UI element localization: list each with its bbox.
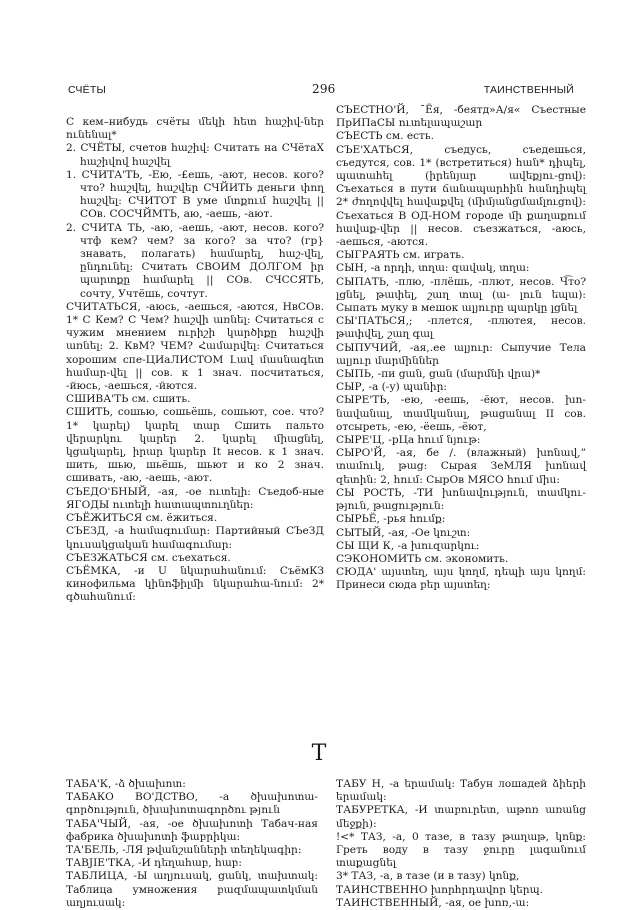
dictionary-entry: СЫ'ПАТЬСЯ,; -плется, -плютея, несов. թափվել, շաղ գալ xyxy=(336,315,586,341)
dictionary-entry: СЪЁМКА, -и U նկարահանում: СъёмКЗ кинофильма կինոֆիլմի նկարահա-նում: 2* գծահանում: xyxy=(66,564,324,604)
dictionary-entry: СЪЁЖИТЬСЯ см. ёжиться. xyxy=(66,512,218,525)
dictionary-entry: СЮДА' այստեղ, այս կողմ, դեպի այս կողմ: Принеси сюда բեր այստեղ: xyxy=(336,566,586,592)
dictionary-entry: СЪЕЗЖАТЬСЯ см. съехаться. xyxy=(66,551,231,564)
dictionary-entry: ТАБУ Н, -а երամակ: Табун лошадей ձիերի երամակ: xyxy=(336,778,586,804)
page-number: 296 xyxy=(312,82,336,96)
dictionary-entry: СЧИТАТЬСЯ, -аюсь, -аешься, -аются, НвСОв. 1* С Кем? С Чем? հաշվի առնել: Считаться с чужим мнением ուրիշի կարծիքը հաշվի առնել: 2. КвМ? ЧЕМ? Համարվել: Считаться хорошим спе-ЦИаЛИСТОМ Լավ մասնագետ համար-վել || сов. к 1 знач. посчитаться, -йюсь, -аешься, -йются. xyxy=(66,300,324,393)
column-left-upper xyxy=(66,116,324,605)
dictionary-entry: ТАИНСТВЕННЫЙ, -ая, ое խոռ,-ա: xyxy=(336,896,530,909)
dictionary-entry: СЫПАТЬ, -плю, -плёшь, -плют, несов. Ч͡то?լցնել, թափել, շաղ տալ (ա‑ լուն եպա): Сыпать муку в мешок ալյուրը պարկը լցնել xyxy=(336,275,586,315)
dictionary-entry: СЪЕСТНО'Й, ¯Ёя, -беятд»А/я« Съестные ПрИПаСЫ ուտելապաշար xyxy=(336,104,586,130)
dictionary-entry: СЫПЬ, -пи ցան, ցան (մարմնի վրա)* xyxy=(336,368,541,381)
dictionary-entry: !<* ТАЗ, -а, 0 тазе, в тазу թաղաթ, կոնք: Греть воду в тазу ջուրը լագանում տաքացնել xyxy=(336,830,586,870)
dictionary-entry: СЪЕ'ХАТЬСЯ, съедусь, съедешься, съедутся, сов. 1* (встретиться) հան* դիպել, պատահել (իրենյար ավեքյու-ցով): Съехаться в пути ճանապարհին հանդիպել 2* ժողովվել հավաքվել (միմյանցմամլուցով): Съехаться В ОД-НОМ городе մի քաղաքում հավաք-վեր || несов. съезжаться, -аюсь, -аешься, -аются. xyxy=(336,143,586,249)
dictionary-entry: СЫТЫЙ, -ая, -Ое կուշտ: xyxy=(336,526,471,539)
dictionary-entry: СЫРО'Й, -ая, бе /. (влажный) խոնավ,” տամուկ, թաց: Сырая ЗеМЛЯ խոնավ զետին: 2, հում: СырОв МЯСО հում միս: xyxy=(336,447,586,486)
dictionary-entry: СЪЕСТЬ см. есть. xyxy=(336,130,435,143)
dictionary-entry: ТАБЛИЦА, -Ы աղյուսակ, ցանկ, տախտակ: Таблица умножения բազմապատկման աղյուսակ: xyxy=(66,870,318,909)
dictionary-entry: СЭКОНОМИТЬ см. экономить. xyxy=(336,552,509,565)
dictionary-entry: СЫПУЧИЙ, -ая,.ее ալյուր: Сыпучие Тела ալյուր մարմիններ xyxy=(336,341,586,367)
dictionary-entry: СЫРЬЁ, -рья հումք: xyxy=(336,513,446,526)
column-right-upper xyxy=(336,104,586,593)
dictionary-entry: ТАБУРЕТКА, -И տաբուրետ, աթոռ առանց մեջքի): xyxy=(336,804,586,830)
dictionary-entry: ТАИНСТВЕННО խորհրդավոր կերպ. xyxy=(336,883,543,896)
column-right-lower xyxy=(336,778,586,910)
dictionary-entry: СЫРЕ'ТЬ, -ею, -еешь, -ёют, несов. խո-նավանալ, տամկանալ, թացանալ II сов. отсыреть, -ею, -ёешь, -ёют, xyxy=(336,394,586,433)
running-head-right: ТАИНСТВЕННЫЙ xyxy=(483,84,574,96)
dictionary-entry: СЫ РОСТЬ, -ТИ խոնավություն, տամկու-թյուն, թացություն: xyxy=(336,486,586,513)
dictionary-entry: СЪЕДО'БНЫЙ, -ая, -ое ուտելի: Съедоб-ные ЯГОДЫ ուտելի հատապտուղներ: xyxy=(66,485,324,511)
dictionary-entry: СЫГРАЯТЬ см. играть. xyxy=(336,249,465,262)
dictionary-entry: СЪЕЗД, -а համագումար: Партийный СЪеЗД կուսակցական համագումար: xyxy=(66,525,324,551)
section-letter: Т xyxy=(311,741,327,766)
dictionary-entry: 2. СЧИТА ТЬ, -аю, -аешь, -ают, несов. кого? чтф кем? чем? за кого? за что? (гр} знавать, полагать) համարել, հաշ-վել, ընդունել: Считать СВОИМ ДОЛГОМ իր պարտքը համարել || СОв. СЧССЯТЬ, сочту, Учтёшь, сочтут. xyxy=(66,221,324,300)
dictionary-entry: СЫРЕ'Ц, -рЦа հում նյութ: xyxy=(336,434,481,447)
dictionary-entry: СЫР, -а (-у) պանիր: xyxy=(336,381,447,394)
running-head-left: СЧЁТЫ xyxy=(68,84,106,96)
dictionary-entry: С кем–нибудь счёты մեկի հետ հաշիվ-ներ ունենալ* xyxy=(66,116,324,142)
dictionary-entry: СШИТЬ, сошью, сошьёшь, сошьют, сое. что? 1* կարել) կարել տար Сшить пальто վերարկու կարեր 2. կարել միացնել, կցակարել, իրար կարեր It несов. к 1 знач. шить, шью, шьёшь, шьют и ко 2 знач. сшивать, -аю, -аешь, -ают. xyxy=(66,406,324,485)
dictionary-entry: 2. СЧЁТЫ, счетов հաշիվ: Считать на СЧётаХ հաշիվով հաշվել xyxy=(66,142,324,168)
dictionary-entry: ТАБА'К, -ձ ծխախոտ: xyxy=(66,778,186,790)
dictionary-entry: ТАБАКО ВО'ДСТВО, -а ծխախոտա-գործություն, ծխախոտագործու թյուն xyxy=(66,791,318,817)
dictionary-entry: 1. СЧИТА'ТЬ, -Εю, -£ешь, -ают, несов. кого? что? հաշվել, հաշվեր СЧЙИТЬ деньги փող հաշվել: СЧИТОТ В уме մտքում հաշվել || СОв. СОСЧЙМТЬ, аю, -аешь, -ают. xyxy=(66,168,324,221)
dictionary-entry: ТАБА'ЧЫЙ, -ая, -ое ծխախոտի Табач-ная фабрика ծխախոտի ֆաբրիկա: xyxy=(66,817,318,843)
dictionary-entry: СЫ ЩИ К, -а խուզարկու: xyxy=(336,539,480,552)
dictionary-entry: ТАВJIЕ'ТКА, -И դեղահաբ, հաբ: xyxy=(66,857,242,870)
dictionary-entry: 3* ТАЗ, -а, в тазе (и в тазу) կոնք, xyxy=(336,870,520,883)
column-left-lower xyxy=(66,778,318,910)
dictionary-entry: СШИВА'ТЬ см. сшить. xyxy=(66,393,191,406)
dictionary-entry: ТА'БЕЛЬ, -ЛЯ թվանշանների տեղեկագիր: xyxy=(66,844,302,857)
dictionary-entry: СЫН, -а որդի, տղա: զավակ, տղա: xyxy=(336,262,530,275)
